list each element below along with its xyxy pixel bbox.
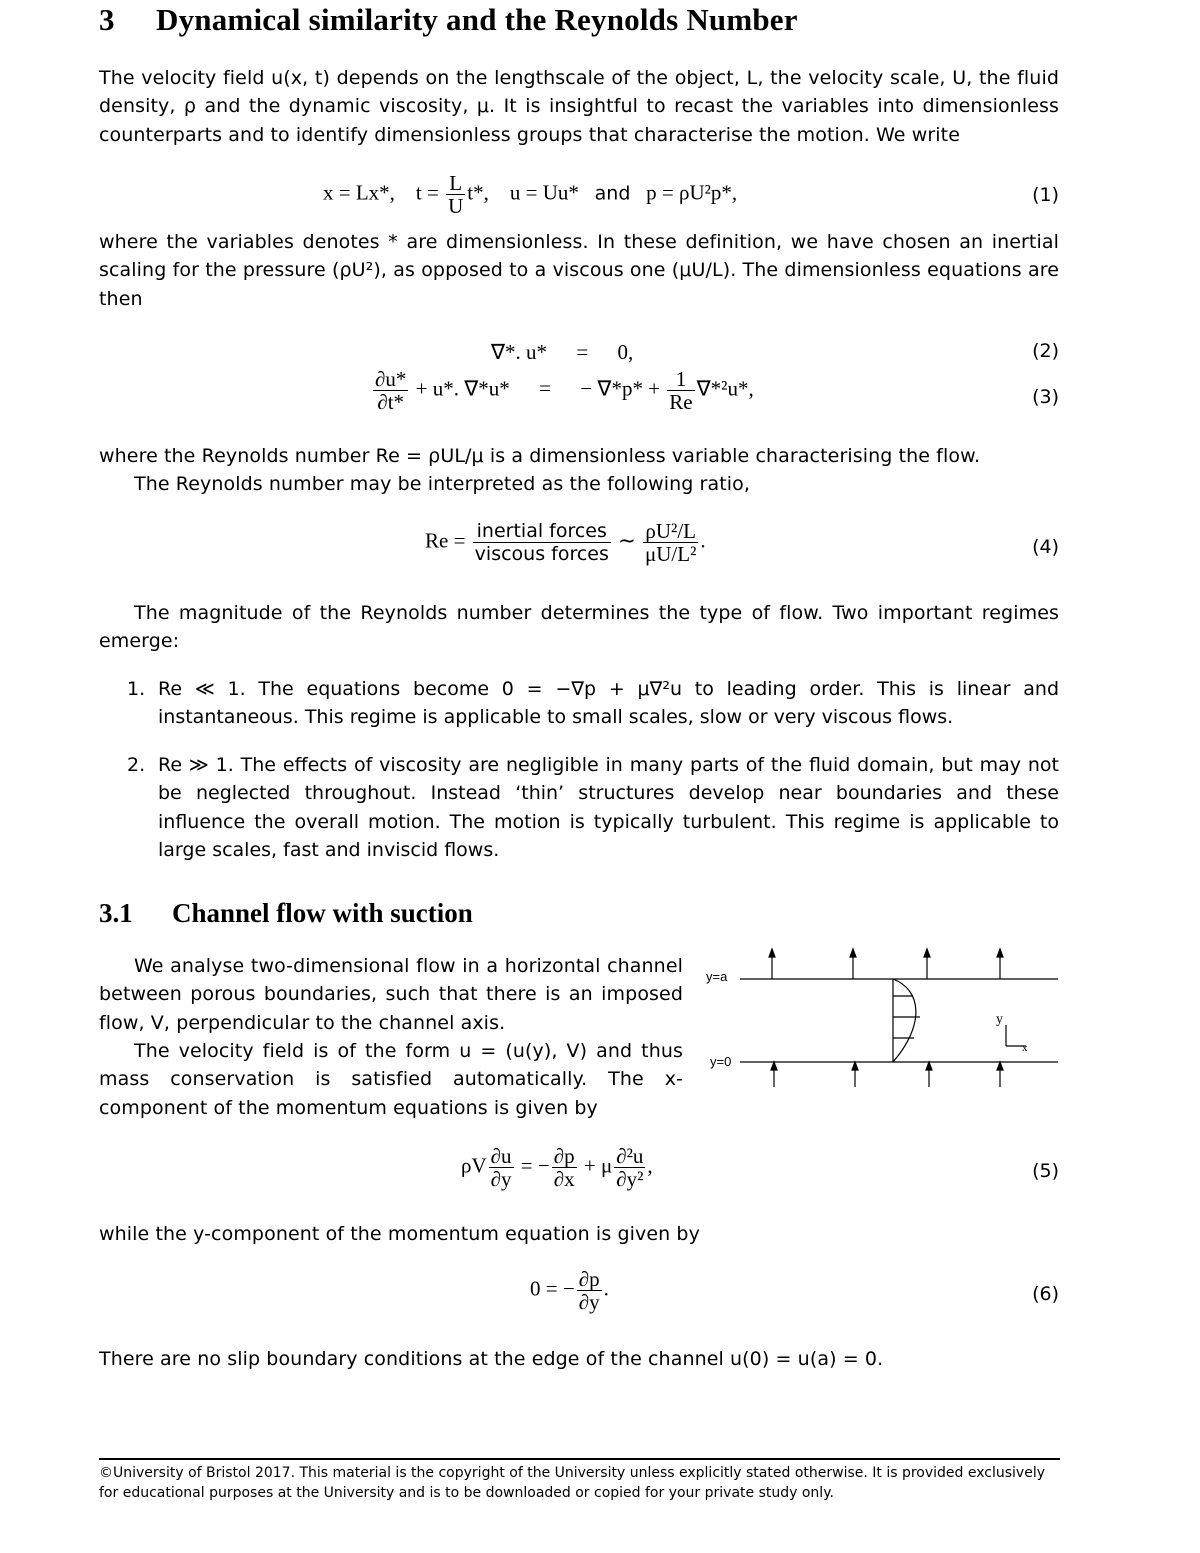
label-top: y=a [706,969,728,984]
copyright-footer: ©University of Bristol 2017. This material is the copyright of the University unless explicitly stated otherwise. It is provided exclusively for educational purposes at the University and is to be downloaded or copied for your private study only. [99,1465,1045,1501]
eq3-rhs-a: − ∇*p* + [580,376,661,401]
list-marker: 2. [127,754,146,776]
eq3-number: (3) [1032,386,1059,408]
eq3-lhs-rest: + u*. ∇*u* [415,376,510,401]
eq1-number: (1) [1032,184,1059,206]
list-marker: 1. [127,678,146,700]
eq4-fraction-words: $\frac{\text{inertial forces}}{\text{viscous forces}}$ [474,520,609,565]
list-item [127,751,1059,864]
eq5-end: , [647,1153,653,1178]
eq4-sim: ∼ [618,528,636,553]
eq1-fraction: $\frac{L}{U}$ [448,171,464,218]
label-bottom: y=0 [710,1054,732,1069]
eq5-c: + μ [583,1153,613,1178]
suction-arrows-top [769,949,1003,979]
channel-paragraph-2: The velocity field is of the form u = (u(y), V) and thus mass conservation is satisfied automatically. The x-component of the momentum equations is given by [99,1040,683,1119]
equation-2 [99,340,1059,366]
intro-paragraph: The velocity field u(x, t) depends on the lengthscale of the object, L, the velocity scale, U, the fluid density, ρ and the dynamic viscosity, μ. It is insightful to recast the variables into dimensionless counterparts and to identify dimensionless groups that characterise the motion. We write [99,67,1059,146]
eq6-frac: $\frac{\partial p}{\partial y}$ [578,1267,600,1314]
paragraph-reynolds-1: where the Reynolds number Re = ρUL/μ is a dimensionless variable characterising the flow. [99,445,981,467]
eq1-t: t = [415,180,439,205]
eq3-rhs-fraction: $\frac{1}{Re}$ [669,367,693,414]
footer-divider [99,1458,1060,1460]
eq1-p: p = ρU²p*, [646,180,738,205]
eq1-and: and [594,182,631,205]
eq3-rel: = [539,376,551,401]
subsection-title [99,898,473,929]
eq2-number: (2) [1032,340,1059,362]
eq5-number: (5) [1032,1160,1059,1182]
paragraph-after-eq1: where the variables denotes * are dimensionless. In these definition, we have chosen an inertial scaling for the pressure (ρU²), as opposed to a viscous one (μU/L). The dimensionless equations are then [99,231,1059,310]
paragraph-y-momentum: while the y-component of the momentum equation is given by [99,1223,700,1245]
paragraph-regimes: The magnitude of the Reynolds number determines the type of flow. Two important regimes emerge: [99,602,1059,653]
section-title [99,2,798,38]
eq5-b: = − [520,1153,550,1178]
eq2-lhs: ∇*. u* [490,340,547,364]
list-item [127,675,1059,732]
channel-flow-diagram [700,945,1065,1095]
eq4-number: (4) [1032,536,1059,558]
eq6-end: . [603,1276,609,1301]
paragraph-reynolds-2: The Reynolds number may be interpreted as the following ratio, [134,473,750,495]
eq5-frac-1: $\frac{\partial u}{\partial y}$ [490,1144,512,1191]
subsection-number: 3.1 [99,898,133,928]
velocity-profile [893,979,920,1062]
subsection-heading: Channel flow with suction [172,898,473,928]
eq3-lhs-fraction: $\frac{\partial u*}{\partial t*}$ [375,367,407,414]
eq6-a: 0 = − [530,1276,575,1301]
equation-1 [99,172,1059,222]
paragraph-boundary-conditions: There are no slip boundary conditions at the edge of the channel u(0) = u(a) = 0. [99,1348,884,1370]
section-number: 3 [99,2,115,37]
suction-arrows-bottom [771,1062,1003,1087]
eq5-frac-3: $\frac{\text{∂²u}}{\text{∂y²}}$ [616,1144,644,1191]
equation-3 [99,368,1059,426]
eq2-rel: = [576,340,589,364]
list-text: Re ≫ 1. The effects of viscosity are negligible in many parts of the fluid domain, but may not be neglected throughout. Instead ‘thin’ structures develop near boundaries and these influence the overall motion. The motion is typically turbulent. This regime is applicable to large scales, fast and inviscid flows. [158,754,1059,861]
axis-y-label: y [996,1012,1003,1027]
eq1-u: u = Uu* [509,180,579,205]
eq4-end: . [700,528,706,553]
equation-6 [99,1268,1059,1326]
equation-4 [99,520,1059,580]
eq1-tstar: t*, [467,180,489,205]
list-text: Re ≪ 1. The equations become 0 = −∇p + μ∇²u to leading order. This is linear and instantaneous. This regime is applicable to small scales, slow or very viscous flows. [158,678,1059,729]
eq4-lhs: Re = [425,528,466,553]
channel-paragraph-1: We analyse two-dimensional flow in a horizontal channel between porous boundaries, such that there is an imposed flow, V, perpendicular to the channel axis. [99,955,683,1034]
eq5-a: ρV [461,1153,487,1178]
equation-5 [99,1145,1059,1205]
eq6-number: (6) [1032,1283,1059,1305]
eq5-frac-2: $\frac{\partial p}{\partial x}$ [553,1144,575,1191]
eq3-rhs-b: ∇*²u*, [696,376,754,401]
axis-x-label: x [1022,1042,1028,1054]
eq4-fraction-symbols: $\frac{\text{ρU²/L}}{\text{μU/L²}}$ [645,519,697,566]
eq1-x: x = Lx*, [323,180,395,205]
eq2-rhs: 0, [617,340,634,364]
section-heading: Dynamical similarity and the Reynolds Number [156,2,798,37]
